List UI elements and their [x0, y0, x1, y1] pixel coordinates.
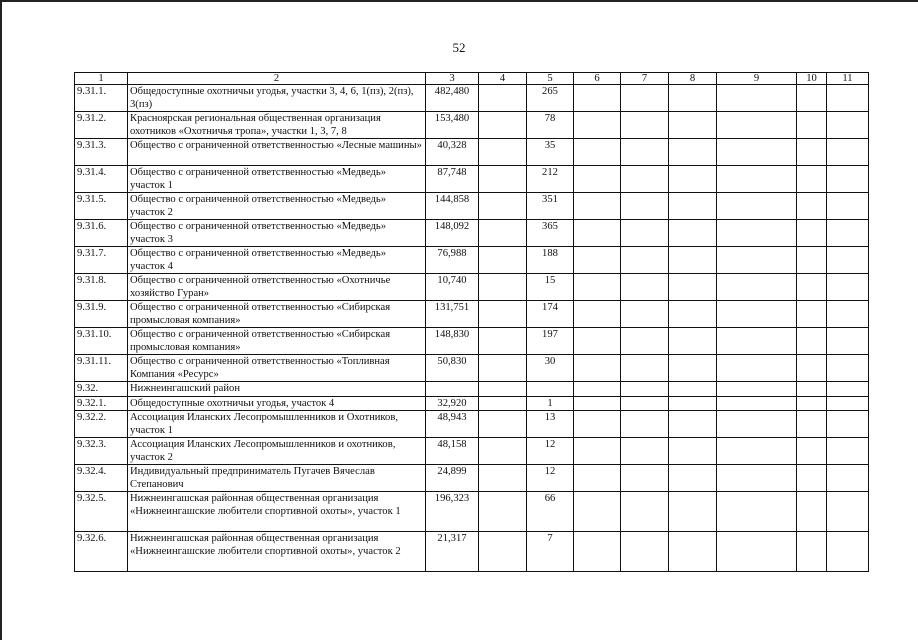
empty-cell [574, 328, 621, 355]
empty-cell [827, 438, 869, 465]
empty-cell [717, 139, 797, 166]
row-code: 9.31.1. [75, 85, 128, 112]
row-code: 9.32.2. [75, 411, 128, 438]
empty-cell [621, 532, 669, 572]
empty-cell [669, 492, 717, 532]
row-count: 188 [527, 247, 574, 274]
row-name: Красноярская региональная общественная организация охотников «Охотничья тропа», участки 1, 3, 7, 8 [128, 112, 426, 139]
empty-cell [621, 220, 669, 247]
empty-cell [669, 166, 717, 193]
row-col-4 [479, 396, 527, 411]
empty-cell [574, 166, 621, 193]
row-col-4 [479, 328, 527, 355]
row-area: 10,740 [426, 274, 479, 301]
empty-cell [797, 396, 827, 411]
empty-cell [717, 465, 797, 492]
table-row [75, 328, 869, 355]
row-area: 131,751 [426, 301, 479, 328]
empty-cell [797, 220, 827, 247]
empty-cell [717, 166, 797, 193]
empty-cell [574, 274, 621, 301]
empty-cell [621, 438, 669, 465]
empty-cell [574, 301, 621, 328]
row-area: 482,480 [426, 85, 479, 112]
table-row [75, 301, 869, 328]
empty-cell [827, 411, 869, 438]
empty-cell [669, 112, 717, 139]
empty-cell [669, 396, 717, 411]
row-col-4 [479, 220, 527, 247]
data-table [74, 72, 869, 572]
row-name: Ассоциация Иланских Лесопромышленников и охотников, участок 2 [128, 438, 426, 465]
empty-cell [797, 85, 827, 112]
row-count: 7 [527, 532, 574, 572]
empty-cell [621, 328, 669, 355]
row-area: 48,943 [426, 411, 479, 438]
empty-cell [717, 396, 797, 411]
row-area: 76,988 [426, 247, 479, 274]
empty-cell [621, 492, 669, 532]
row-area: 87,748 [426, 166, 479, 193]
empty-cell [827, 166, 869, 193]
row-area: 148,830 [426, 328, 479, 355]
row-area [426, 382, 479, 397]
page-number: 52 [452, 40, 466, 55]
empty-cell [797, 492, 827, 532]
row-code: 9.31.8. [75, 274, 128, 301]
table-row [75, 247, 869, 274]
empty-cell [797, 411, 827, 438]
empty-cell [669, 193, 717, 220]
table-row [75, 220, 869, 247]
empty-cell [827, 396, 869, 411]
row-code: 9.32.6. [75, 532, 128, 572]
empty-cell [717, 355, 797, 382]
table-row [75, 465, 869, 492]
row-count: 365 [527, 220, 574, 247]
table-row [75, 532, 869, 572]
row-count: 12 [527, 438, 574, 465]
empty-cell [797, 274, 827, 301]
empty-cell [621, 301, 669, 328]
row-count: 30 [527, 355, 574, 382]
empty-cell [669, 355, 717, 382]
row-col-4 [479, 382, 527, 397]
row-name: Общество с ограниченной ответственностью «Охотничье хозяйство Гуран» [128, 274, 426, 301]
empty-cell [574, 220, 621, 247]
row-area: 40,328 [426, 139, 479, 166]
row-code: 9.31.5. [75, 193, 128, 220]
empty-cell [574, 492, 621, 532]
empty-cell [717, 411, 797, 438]
table-row [75, 85, 869, 112]
empty-cell [717, 382, 797, 397]
empty-cell [669, 139, 717, 166]
row-code: 9.32.4. [75, 465, 128, 492]
table-row [75, 396, 869, 411]
row-name: Нижнеингашский район [128, 382, 426, 397]
row-col-4 [479, 85, 527, 112]
empty-cell [574, 411, 621, 438]
empty-cell [669, 438, 717, 465]
column-header: 9 [717, 73, 797, 85]
empty-cell [621, 112, 669, 139]
row-col-4 [479, 274, 527, 301]
empty-cell [669, 247, 717, 274]
empty-cell [827, 193, 869, 220]
empty-cell [669, 532, 717, 572]
empty-cell [621, 465, 669, 492]
table-row [75, 193, 869, 220]
row-name: Общедоступные охотничьи угодья, участок 4 [128, 396, 426, 411]
empty-cell [827, 355, 869, 382]
table-row [75, 382, 869, 397]
table-row [75, 438, 869, 465]
row-area: 50,830 [426, 355, 479, 382]
row-col-4 [479, 355, 527, 382]
row-col-4 [479, 301, 527, 328]
empty-cell [621, 193, 669, 220]
empty-cell [717, 220, 797, 247]
row-count: 78 [527, 112, 574, 139]
empty-cell [669, 411, 717, 438]
row-name: Нижнеингашская районная общественная организация «Нижнеингашские любители спортивной охоты», участок 1 [128, 492, 426, 532]
empty-cell [827, 220, 869, 247]
row-name: Общество с ограниченной ответственностью «Сибирская промысловая компания» [128, 328, 426, 355]
empty-cell [827, 382, 869, 397]
scan-border-top [0, 0, 918, 2]
row-area: 196,323 [426, 492, 479, 532]
empty-cell [669, 274, 717, 301]
row-col-4 [479, 492, 527, 532]
row-name: Общество с ограниченной ответственностью «Сибирская промысловая компания» [128, 301, 426, 328]
table-row [75, 274, 869, 301]
column-header: 2 [128, 73, 426, 85]
empty-cell [827, 85, 869, 112]
column-header: 5 [527, 73, 574, 85]
row-area: 153,480 [426, 112, 479, 139]
column-header: 8 [669, 73, 717, 85]
column-header: 3 [426, 73, 479, 85]
row-col-4 [479, 139, 527, 166]
row-col-4 [479, 193, 527, 220]
empty-cell [797, 328, 827, 355]
row-name: Общество с ограниченной ответственностью «Медведь» участок 3 [128, 220, 426, 247]
empty-cell [827, 139, 869, 166]
empty-cell [827, 301, 869, 328]
row-area: 48,158 [426, 438, 479, 465]
row-code: 9.31.4. [75, 166, 128, 193]
empty-cell [621, 396, 669, 411]
row-code: 9.31.7. [75, 247, 128, 274]
row-count: 15 [527, 274, 574, 301]
empty-cell [717, 328, 797, 355]
column-header: 11 [827, 73, 869, 85]
empty-cell [827, 492, 869, 532]
empty-cell [621, 166, 669, 193]
empty-cell [717, 532, 797, 572]
row-count: 66 [527, 492, 574, 532]
table-header-row [75, 73, 869, 85]
row-col-4 [479, 166, 527, 193]
row-count: 13 [527, 411, 574, 438]
empty-cell [797, 193, 827, 220]
empty-cell [717, 492, 797, 532]
row-name: Индивидуальный предприниматель Пугачев Вячеслав Степанович [128, 465, 426, 492]
empty-cell [717, 438, 797, 465]
row-name: Ассоциация Иланских Лесопромышленников и Охотников, участок 1 [128, 411, 426, 438]
row-name: Общество с ограниченной ответственностью «Медведь» участок 1 [128, 166, 426, 193]
table-row [75, 355, 869, 382]
empty-cell [797, 382, 827, 397]
row-count: 351 [527, 193, 574, 220]
table-row [75, 492, 869, 532]
empty-cell [827, 328, 869, 355]
empty-cell [797, 465, 827, 492]
empty-cell [717, 112, 797, 139]
scan-border-left [0, 0, 2, 640]
row-code: 9.32.5. [75, 492, 128, 532]
row-area: 144,858 [426, 193, 479, 220]
empty-cell [621, 411, 669, 438]
empty-cell [717, 85, 797, 112]
row-col-4 [479, 247, 527, 274]
row-name: Общество с ограниченной ответственностью «Топливная Компания «Ресурс» [128, 355, 426, 382]
row-code: 9.31.10. [75, 328, 128, 355]
row-count: 212 [527, 166, 574, 193]
empty-cell [827, 274, 869, 301]
row-area: 21,317 [426, 532, 479, 572]
empty-cell [574, 438, 621, 465]
table-row [75, 166, 869, 193]
row-count: 174 [527, 301, 574, 328]
row-code: 9.31.6. [75, 220, 128, 247]
row-name: Общедоступные охотничьи угодья, участки 3, 4, 6, 1(пз), 2(пз), 3(пз) [128, 85, 426, 112]
empty-cell [574, 382, 621, 397]
row-col-4 [479, 532, 527, 572]
empty-cell [574, 396, 621, 411]
empty-cell [717, 247, 797, 274]
empty-cell [797, 301, 827, 328]
row-code: 9.31.3. [75, 139, 128, 166]
row-code: 9.32. [75, 382, 128, 397]
table-row [75, 139, 869, 166]
row-code: 9.31.9. [75, 301, 128, 328]
empty-cell [621, 355, 669, 382]
empty-cell [621, 382, 669, 397]
row-col-4 [479, 112, 527, 139]
empty-cell [827, 247, 869, 274]
empty-cell [574, 139, 621, 166]
row-area: 32,920 [426, 396, 479, 411]
empty-cell [797, 166, 827, 193]
row-count [527, 382, 574, 397]
row-name: Общество с ограниченной ответственностью «Медведь» участок 4 [128, 247, 426, 274]
empty-cell [797, 139, 827, 166]
empty-cell [574, 532, 621, 572]
empty-cell [669, 220, 717, 247]
empty-cell [669, 328, 717, 355]
row-count: 197 [527, 328, 574, 355]
empty-cell [827, 112, 869, 139]
row-code: 9.31.11. [75, 355, 128, 382]
row-col-4 [479, 411, 527, 438]
empty-cell [717, 193, 797, 220]
row-code: 9.31.2. [75, 112, 128, 139]
empty-cell [797, 112, 827, 139]
empty-cell [621, 274, 669, 301]
empty-cell [574, 85, 621, 112]
column-header: 7 [621, 73, 669, 85]
row-name: Общество с ограниченной ответственностью «Лесные машины» [128, 139, 426, 166]
empty-cell [621, 139, 669, 166]
row-code: 9.32.1. [75, 396, 128, 411]
table-body [75, 85, 869, 572]
row-area: 148,092 [426, 220, 479, 247]
empty-cell [717, 274, 797, 301]
empty-cell [574, 355, 621, 382]
row-col-4 [479, 465, 527, 492]
empty-cell [797, 355, 827, 382]
row-area: 24,899 [426, 465, 479, 492]
empty-cell [621, 247, 669, 274]
row-code: 9.32.3. [75, 438, 128, 465]
row-name: Общество с ограниченной ответственностью «Медведь» участок 2 [128, 193, 426, 220]
empty-cell [574, 465, 621, 492]
empty-cell [827, 465, 869, 492]
empty-cell [574, 193, 621, 220]
empty-cell [797, 532, 827, 572]
empty-cell [797, 438, 827, 465]
empty-cell [717, 301, 797, 328]
row-col-4 [479, 438, 527, 465]
empty-cell [574, 247, 621, 274]
empty-cell [669, 465, 717, 492]
empty-cell [797, 247, 827, 274]
empty-cell [669, 85, 717, 112]
empty-cell [621, 85, 669, 112]
row-count: 1 [527, 396, 574, 411]
column-header: 6 [574, 73, 621, 85]
column-header: 10 [797, 73, 827, 85]
row-count: 265 [527, 85, 574, 112]
column-header: 4 [479, 73, 527, 85]
table-row [75, 411, 869, 438]
row-name: Нижнеингашская районная общественная организация «Нижнеингашские любители спортивной охоты», участок 2 [128, 532, 426, 572]
row-count: 35 [527, 139, 574, 166]
empty-cell [827, 532, 869, 572]
table-row [75, 112, 869, 139]
row-count: 12 [527, 465, 574, 492]
empty-cell [574, 112, 621, 139]
empty-cell [669, 382, 717, 397]
empty-cell [669, 301, 717, 328]
column-header: 1 [75, 73, 128, 85]
